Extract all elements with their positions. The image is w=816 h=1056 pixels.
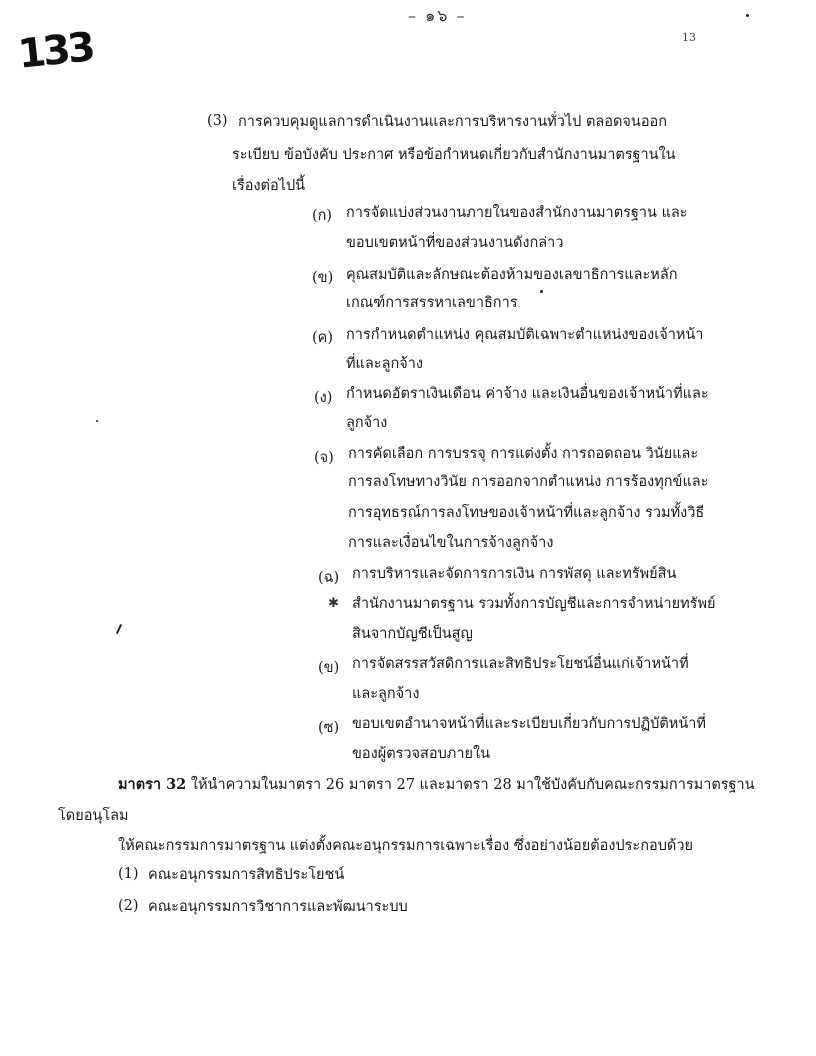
scan-speck bbox=[96, 420, 98, 422]
subitem-line: กำหนดอัตราเงินเดือน ค่าจ้าง และเงินอื่นของเจ้าหน้าที่และ bbox=[346, 386, 709, 402]
subitem-line: และลูกจ้าง bbox=[352, 686, 420, 702]
subitem-marker: (ค) bbox=[312, 330, 334, 346]
section-32-line-2: โดยอนุโลม bbox=[58, 808, 129, 824]
subitem-marker: (ข) bbox=[312, 270, 334, 286]
subitem-line: การและเงื่อนไขในการจ้างลูกจ้าง bbox=[348, 535, 554, 551]
subitem-line: การจัดแบ่งส่วนงานภายในของสำนักงานมาตรฐาน และ bbox=[346, 205, 688, 221]
subitem-marker: (ก) bbox=[312, 208, 333, 224]
section-32-text: ให้นำความในมาตรา 26 มาตรา 27 และมาตรา 28 มาใช้บังคับกับคณะกรรมการมาตรฐาน bbox=[190, 777, 755, 793]
handwritten-page-number: 133 bbox=[15, 24, 95, 78]
page-number: 13 bbox=[682, 31, 696, 44]
section-32-heading: มาตรา 32 bbox=[118, 776, 187, 793]
top-page-number: – ๑๖ – bbox=[408, 6, 467, 25]
subitem-line: ที่และลูกจ้าง bbox=[346, 356, 423, 372]
subitem-line: เกณฑ์การสรรหาเลขาธิการ bbox=[346, 295, 518, 311]
committee-marker: (2) bbox=[118, 898, 139, 914]
item-3-line-3: เรื่องต่อไปนี้ bbox=[232, 178, 306, 194]
margin-tick-mark bbox=[116, 624, 122, 634]
subitem-line: สินจากบัญชีเป็นสูญ bbox=[352, 626, 473, 642]
subitem-line: การอุทธรณ์การลงโทษของเจ้าหน้าที่และลูกจ้าง รวมทั้งวิธี bbox=[348, 505, 705, 521]
subitem-line: การจัดสรรสวัสดิการและสิทธิประโยชน์อื่นแก่เจ้าหน้าที่ bbox=[352, 656, 689, 672]
subitem-line: คุณสมบัติและลักษณะต้องห้ามของเลขาธิการและหลัก bbox=[346, 267, 678, 283]
subitem-line: สำนักงานมาตรฐาน รวมทั้งการบัญชีและการจำหน่ายทรัพย์ bbox=[352, 596, 716, 612]
margin-mark: ✱ bbox=[328, 596, 339, 611]
item-3-line-2: ระเบียบ ข้อบังคับ ประกาศ หรือข้อกำหนดเกี่ยวกับสำนักงานมาตรฐานใน bbox=[232, 147, 676, 163]
item-3-marker: (3) bbox=[207, 113, 228, 129]
scan-speck bbox=[540, 290, 543, 293]
subitem-line: ของผู้ตรวจสอบภายใน bbox=[352, 746, 490, 762]
committee-item: คณะอนุกรรมการวิชาการและพัฒนาระบบ bbox=[148, 899, 408, 915]
section-32-line-1 bbox=[118, 775, 755, 795]
subitem-line: การคัดเลือก การบรรจุ การแต่งตั้ง การถอดถอน วินัยและ bbox=[348, 446, 699, 462]
subitem-line: ลูกจ้าง bbox=[346, 415, 388, 431]
item-3-line-1: การควบคุมดูแลการดำเนินงานและการบริหารงานทั่วไป ตลอดจนออก bbox=[238, 114, 668, 130]
subitem-line: ขอบเขตหน้าที่ของส่วนงานดังกล่าว bbox=[346, 235, 564, 251]
subitem-marker: (ซ) bbox=[318, 720, 340, 736]
subitem-marker: (ข) bbox=[318, 660, 340, 676]
committee-item: คณะอนุกรรมการสิทธิประโยชน์ bbox=[148, 867, 345, 883]
subitem-line: การกำหนดตำแหน่ง คุณสมบัติเฉพาะตำแหน่งของเจ้าหน้า bbox=[346, 327, 704, 343]
subitem-line: การลงโทษทางวินัย การออกจากตำแหน่ง การร้องทุกข์และ bbox=[348, 474, 709, 490]
subitem-marker: (จ) bbox=[314, 450, 334, 466]
subitem-line: ขอบเขตอำนาจหน้าที่และระเบียบเกี่ยวกับการปฏิบัติหน้าที่ bbox=[352, 716, 706, 732]
subitem-line: การบริหารและจัดการการเงิน การพัสดุ และทรัพย์สิน bbox=[352, 566, 677, 582]
subitem-marker: (ง) bbox=[314, 390, 333, 406]
subitem-marker: (ฉ) bbox=[318, 570, 340, 586]
scan-speck bbox=[746, 14, 749, 17]
section-32-line-3: ให้คณะกรรมการมาตรฐาน แต่งตั้งคณะอนุกรรมการเฉพาะเรื่อง ซึ่งอย่างน้อยต้องประกอบด้วย bbox=[118, 838, 693, 854]
committee-marker: (1) bbox=[118, 866, 139, 882]
